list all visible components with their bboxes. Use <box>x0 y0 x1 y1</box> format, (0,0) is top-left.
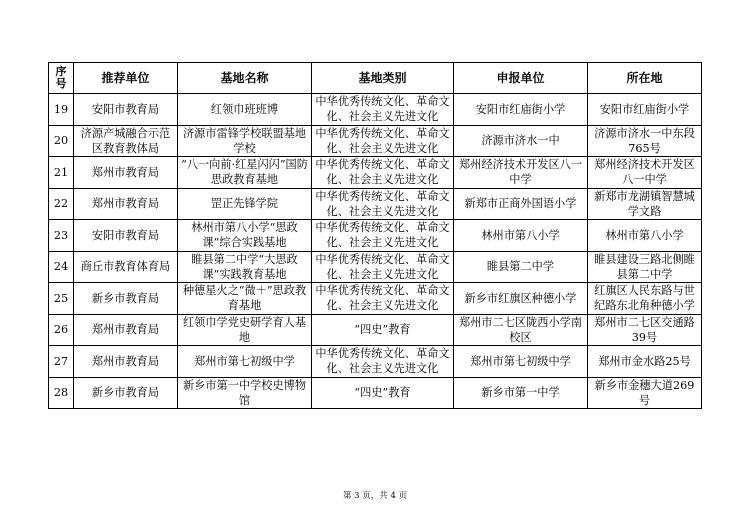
base-name-cell: 林州市第八小学“思政课”综合实践基地 <box>178 220 312 252</box>
applicant-cell: 济源市济水一中 <box>454 125 588 157</box>
header-index: 序号 <box>49 63 74 94</box>
table-row <box>49 220 702 252</box>
location-cell: 郑州经济技术开发区八一中学 <box>588 157 702 189</box>
recommender-cell: 郑州市教育局 <box>74 188 178 220</box>
location-cell: 红旗区人民东路与世纪路东北角种德小学 <box>588 283 702 315</box>
recommender-cell: 郑州市教育局 <box>74 346 178 378</box>
applicant-cell: 新郑市正商外国语小学 <box>454 188 588 220</box>
recommender-cell: 商丘市教育体育局 <box>74 251 178 283</box>
table-header-row <box>49 63 702 94</box>
table-row <box>49 251 702 283</box>
base-category-cell: “四史”教育 <box>312 377 454 409</box>
base-category-cell: “四史”教育 <box>312 314 454 346</box>
base-category-cell: 中华优秀传统文化、革命文化、社会主义先进文化 <box>312 346 454 378</box>
table-row <box>49 346 702 378</box>
row-index: 25 <box>49 283 74 315</box>
base-category-cell: 中华优秀传统文化、革命文化、社会主义先进文化 <box>312 157 454 189</box>
recommender-cell: 郑州市教育局 <box>74 157 178 189</box>
location-cell: 林州市第八小学 <box>588 220 702 252</box>
applicant-cell: 郑州经济技术开发区八一中学 <box>454 157 588 189</box>
header-location: 所在地 <box>588 63 702 94</box>
row-index: 26 <box>49 314 74 346</box>
base-name-cell: 红领巾学党史研学育人基地 <box>178 314 312 346</box>
base-category-cell: 中华优秀传统文化、革命文化、社会主义先进文化 <box>312 251 454 283</box>
recommender-cell: 济源产城融合示范区教育教体局 <box>74 125 178 157</box>
header-recommender: 推荐单位 <box>74 63 178 94</box>
header-base-category: 基地类别 <box>312 63 454 94</box>
table-row <box>49 125 702 157</box>
recommender-cell: 新乡市教育局 <box>74 377 178 409</box>
base-name-cell: 新乡市第一中学校史博物馆 <box>178 377 312 409</box>
row-index: 24 <box>49 251 74 283</box>
applicant-cell: 林州市第八小学 <box>454 220 588 252</box>
base-name-cell: 红领巾班班博 <box>178 94 312 126</box>
table-row <box>49 157 702 189</box>
table-row <box>49 188 702 220</box>
recommender-cell: 郑州市教育局 <box>74 314 178 346</box>
location-cell: 新郑市龙湖镇智慧城学文路 <box>588 188 702 220</box>
applicant-cell: 新乡市红旗区种德小学 <box>454 283 588 315</box>
header-base-name: 基地名称 <box>178 63 312 94</box>
base-category-cell: 中华优秀传统文化、革命文化、社会主义先进文化 <box>312 220 454 252</box>
recommender-cell: 新乡市教育局 <box>74 283 178 315</box>
row-index: 21 <box>49 157 74 189</box>
applicant-cell: 安阳市红庙街小学 <box>454 94 588 126</box>
location-cell: 新乡市金穗大道269号 <box>588 377 702 409</box>
recommender-cell: 安阳市教育局 <box>74 220 178 252</box>
base-name-cell: 种德星火之“微＋”思政教育基地 <box>178 283 312 315</box>
table-row <box>49 283 702 315</box>
table-row <box>49 314 702 346</box>
header-applicant: 申报单位 <box>454 63 588 94</box>
base-category-cell: 中华优秀传统文化、革命文化、社会主义先进文化 <box>312 125 454 157</box>
location-cell: 郑州市二七区交通路39号 <box>588 314 702 346</box>
base-name-cell: “八一向前·红星闪闪”国防思政教育基地 <box>178 157 312 189</box>
base-name-cell: 罡正先锋学院 <box>178 188 312 220</box>
row-index: 28 <box>49 377 74 409</box>
base-category-cell: 中华优秀传统文化、革命文化、社会主义先进文化 <box>312 283 454 315</box>
base-name-cell: 睢县第二中学“大思政课”实践教育基地 <box>178 251 312 283</box>
table-row <box>49 377 702 409</box>
row-index: 19 <box>49 94 74 126</box>
row-index: 23 <box>49 220 74 252</box>
applicant-cell: 郑州市二七区陇西小学南校区 <box>454 314 588 346</box>
location-cell: 安阳市红庙街小学 <box>588 94 702 126</box>
location-cell: 郑州市金水路25号 <box>588 346 702 378</box>
applicant-cell: 睢县第二中学 <box>454 251 588 283</box>
location-cell: 睢县建设三路北侧睢县第二中学 <box>588 251 702 283</box>
base-list-table <box>48 62 702 409</box>
location-cell: 济源市济水一中东段765号 <box>588 125 702 157</box>
page-footer: 第 3 页，共 4 页 <box>342 491 408 501</box>
base-category-cell: 中华优秀传统文化、革命文化、社会主义先进文化 <box>312 94 454 126</box>
applicant-cell: 郑州市第七初级中学 <box>454 346 588 378</box>
row-index: 20 <box>49 125 74 157</box>
recommender-cell: 安阳市教育局 <box>74 94 178 126</box>
row-index: 27 <box>49 346 74 378</box>
table-row <box>49 94 702 126</box>
base-name-cell: 郑州市第七初级中学 <box>178 346 312 378</box>
row-index: 22 <box>49 188 74 220</box>
applicant-cell: 新乡市第一中学 <box>454 377 588 409</box>
base-name-cell: 济源市雷锋学校联盟基地学校 <box>178 125 312 157</box>
base-category-cell: 中华优秀传统文化、革命文化、社会主义先进文化 <box>312 188 454 220</box>
